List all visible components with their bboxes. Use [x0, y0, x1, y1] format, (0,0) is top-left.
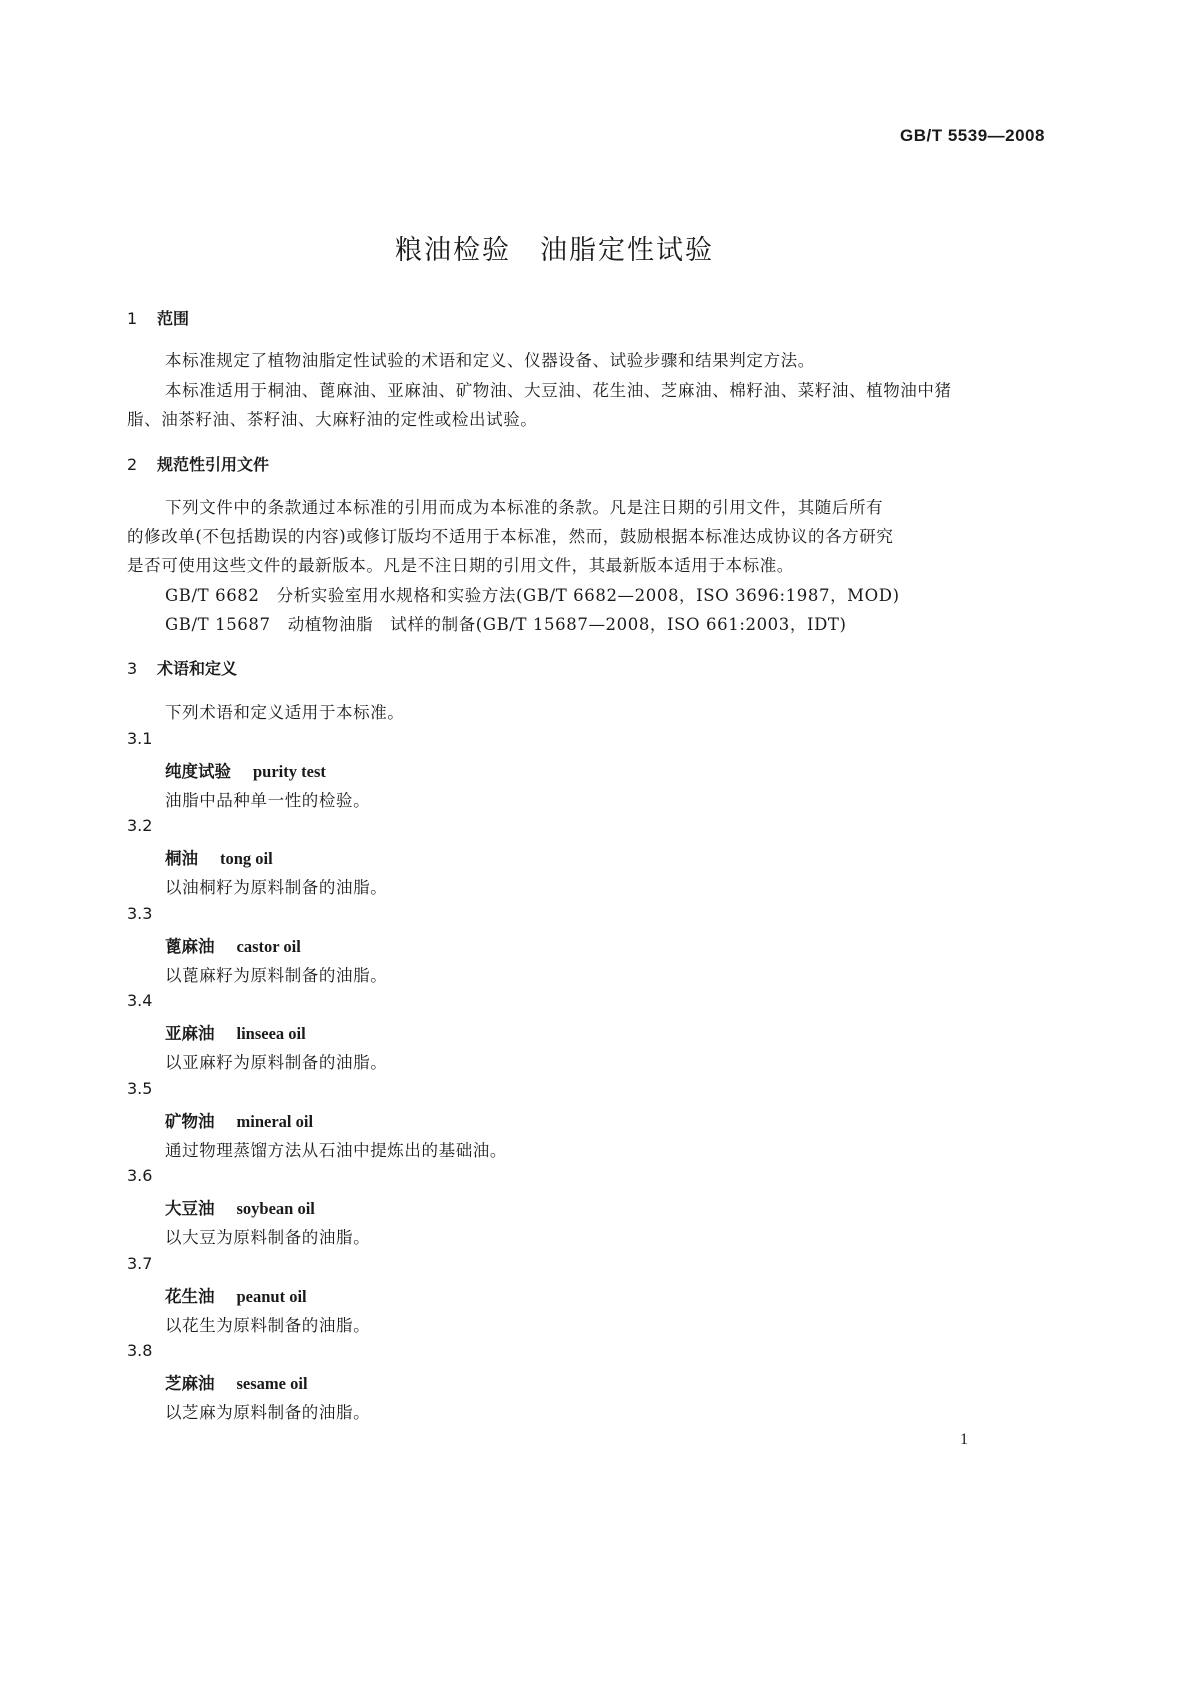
term-name-cn: 芝麻油 — [165, 1374, 215, 1393]
term-name-en: mineral oil — [236, 1112, 314, 1131]
term-definition: 以亚麻籽为原料制备的油脂。 — [165, 1053, 388, 1072]
section-number: 2 — [127, 455, 138, 474]
term-name-en: peanut oil — [236, 1287, 307, 1306]
term-number: 3.5 — [127, 1079, 153, 1098]
term-definition: 以大豆为原料制备的油脂。 — [165, 1228, 371, 1247]
term-heading — [165, 1108, 313, 1132]
section-title: 术语和定义 — [157, 659, 238, 678]
paragraph-line: 是否可使用这些文件的最新版本。凡是不注日期的引用文件，其最新版本适用于本标准。 — [127, 556, 794, 575]
term-definition: 通过物理蒸馏方法从石油中提炼出的基础油。 — [165, 1141, 507, 1160]
term-heading — [165, 845, 273, 869]
reference-item: GB/T 15687 动植物油脂 试样的制备(GB/T 15687—2008，ISO 661:2003，IDT) — [165, 615, 847, 634]
term-name-cn: 桐油 — [165, 849, 198, 868]
reference-item: GB/T 6682 分析实验室用水规格和实验方法(GB/T 6682—2008，ISO 3696:1987，MOD) — [165, 586, 900, 605]
term-definition: 以花生为原料制备的油脂。 — [165, 1316, 371, 1335]
term-number: 3.4 — [127, 991, 153, 1010]
section-number: 3 — [127, 659, 138, 678]
term-definition: 以蓖麻籽为原料制备的油脂。 — [165, 966, 388, 985]
term-number: 3.6 — [127, 1166, 153, 1185]
term-name-cn: 亚麻油 — [165, 1024, 215, 1043]
term-number: 3.1 — [127, 729, 153, 748]
term-name-en: tong oil — [220, 849, 273, 868]
term-definition: 油脂中品种单一性的检验。 — [165, 791, 371, 810]
paragraph-line: 下列术语和定义适用于本标准。 — [165, 703, 405, 722]
term-number: 3.3 — [127, 904, 153, 923]
document-code: GB/T 5539—2008 — [900, 126, 1045, 145]
paragraph-line: 下列文件中的条款通过本标准的引用而成为本标准的条款。凡是注日期的引用文件，其随后所有 — [165, 498, 884, 517]
page-number: 1 — [960, 1431, 968, 1448]
term-number: 3.7 — [127, 1254, 153, 1273]
term-definition: 以芝麻为原料制备的油脂。 — [165, 1403, 371, 1422]
section-title: 规范性引用文件 — [157, 455, 270, 474]
term-name-cn: 大豆油 — [165, 1199, 215, 1218]
paragraph-line: 脂、油茶籽油、茶籽油、大麻籽油的定性或检出试验。 — [127, 410, 538, 429]
paragraph-line: 的修改单(不包括勘误的内容)或修订版均不适用于本标准，然而，鼓励根据本标准达成协议的各方研究 — [127, 527, 894, 546]
term-heading — [165, 1020, 306, 1044]
term-name-en: purity test — [253, 762, 326, 781]
term-heading — [165, 758, 326, 782]
document-title: 粮油检验 油脂定性试验 — [395, 235, 714, 266]
term-name-cn: 纯度试验 — [165, 762, 231, 781]
term-name-cn: 蓖麻油 — [165, 937, 215, 956]
term-name-cn: 花生油 — [165, 1287, 215, 1306]
section-heading-terms — [127, 656, 237, 679]
paragraph-line: 本标准规定了植物油脂定性试验的术语和定义、仪器设备、试验步骤和结果判定方法。 — [165, 351, 815, 370]
term-name-en: linseea oil — [236, 1024, 306, 1043]
term-name-cn: 矿物油 — [165, 1112, 215, 1131]
section-title: 范围 — [157, 309, 190, 328]
term-heading — [165, 1283, 307, 1307]
term-heading — [165, 1195, 315, 1219]
term-number: 3.8 — [127, 1341, 153, 1360]
term-number: 3.2 — [127, 816, 153, 835]
term-name-en: castor oil — [236, 937, 301, 956]
section-number: 1 — [127, 309, 138, 328]
section-heading-normative-references — [127, 452, 269, 475]
term-definition: 以油桐籽为原料制备的油脂。 — [165, 878, 388, 897]
term-name-en: soybean oil — [236, 1199, 315, 1218]
term-heading — [165, 1370, 308, 1394]
term-name-en: sesame oil — [236, 1374, 308, 1393]
term-heading — [165, 933, 301, 957]
paragraph-line: 本标准适用于桐油、蓖麻油、亚麻油、矿物油、大豆油、花生油、芝麻油、棉籽油、菜籽油、植物油中猪 — [165, 381, 952, 400]
section-heading-scope — [127, 306, 189, 329]
